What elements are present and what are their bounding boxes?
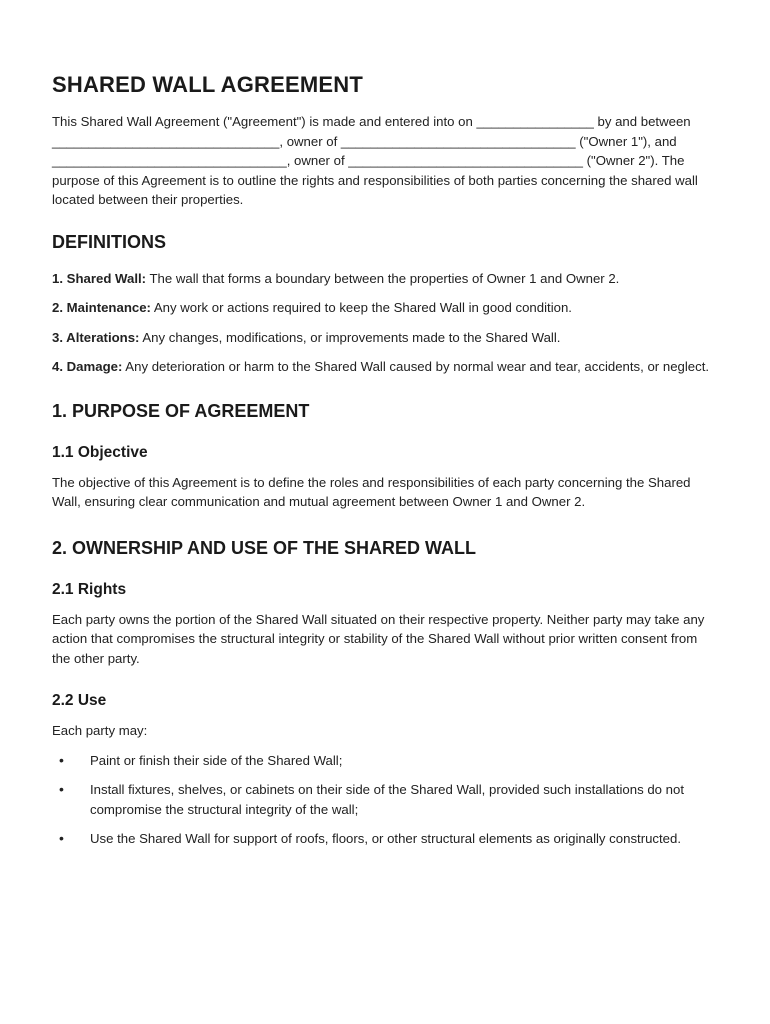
- ownership-heading: 2. OWNERSHIP AND USE OF THE SHARED WALL: [52, 537, 477, 558]
- list-item: [52, 829, 718, 849]
- objective-paragraph: The objective of this Agreement is to define the roles and responsibilities of each party concerning the Shared Wall, ensuring clear communication and mutual agreement between Owner 1 and Owner 2.: [52, 474, 691, 509]
- use-list: [52, 751, 718, 849]
- purpose-heading: 1. PURPOSE OF AGREEMENT: [52, 400, 310, 421]
- rights-heading: 2.1 Rights: [52, 580, 127, 598]
- bullet-icon: •: [59, 781, 64, 797]
- definition-text: Any work or actions required to keep the Shared Wall in good condition.: [150, 300, 572, 315]
- list-item: [52, 751, 718, 771]
- use-paragraph: Each party may:: [52, 723, 148, 738]
- bullet-icon: •: [59, 751, 64, 768]
- definition-item: [52, 298, 718, 318]
- definition-term: 3. Alterations:: [52, 329, 140, 345]
- definition-item: [52, 357, 718, 377]
- rights-paragraph: Each party owns the portion of the Shared Wall situated on their respective property. Neither party may take any action that compromises the structural integrity or stability of the Shared Wall without prior written consent from the other party.: [52, 611, 705, 666]
- definition-term: 2. Maintenance:: [52, 300, 151, 315]
- definition-term: 4. Damage:: [52, 359, 123, 374]
- ownership-section: [52, 538, 718, 849]
- bullet-icon: •: [59, 830, 64, 846]
- definitions-heading: DEFINITIONS: [52, 231, 167, 252]
- list-item-text: Use the Shared Wall for support of roofs, floors, or other structural elements as originally constructed.: [90, 831, 682, 846]
- definition-text: Any changes, modifications, or improvements made to the Shared Wall.: [139, 329, 561, 345]
- definition-item: [52, 269, 718, 289]
- definition-text: The wall that forms a boundary between the properties of Owner 1 and Owner 2.: [146, 270, 620, 286]
- definition-text: Any deterioration or harm to the Shared Wall caused by normal wear and tear, accidents, or neglect.: [122, 359, 710, 374]
- list-item-text: Paint or finish their side of the Shared Wall;: [90, 752, 343, 768]
- intro-paragraph: This Shared Wall Agreement ("Agreement") is made and entered into on ________________ by and between _______________________________, owner of ________________________________ ("Owner 1"), and ________________________________, owner of ________________________________ ("Owner 2"). The purpose of this Agreement is to outline the rights and responsibilities of both parties concerning the shared wall located between their properties.: [52, 114, 698, 207]
- definitions-section: [52, 232, 718, 377]
- purpose-section: [52, 401, 718, 512]
- use-heading: 2.2 Use: [52, 692, 107, 709]
- document-title: SHARED WALL AGREEMENT: [52, 72, 363, 97]
- definition-term: 1. Shared Wall:: [52, 270, 147, 286]
- list-item-text: Install fixtures, shelves, or cabinets on their side of the Shared Wall, provided such installations do not compromise the structural integrity of the wall;: [90, 782, 684, 817]
- list-item: [52, 780, 718, 819]
- definition-item: [52, 328, 718, 348]
- objective-heading: 1.1 Objective: [52, 443, 148, 461]
